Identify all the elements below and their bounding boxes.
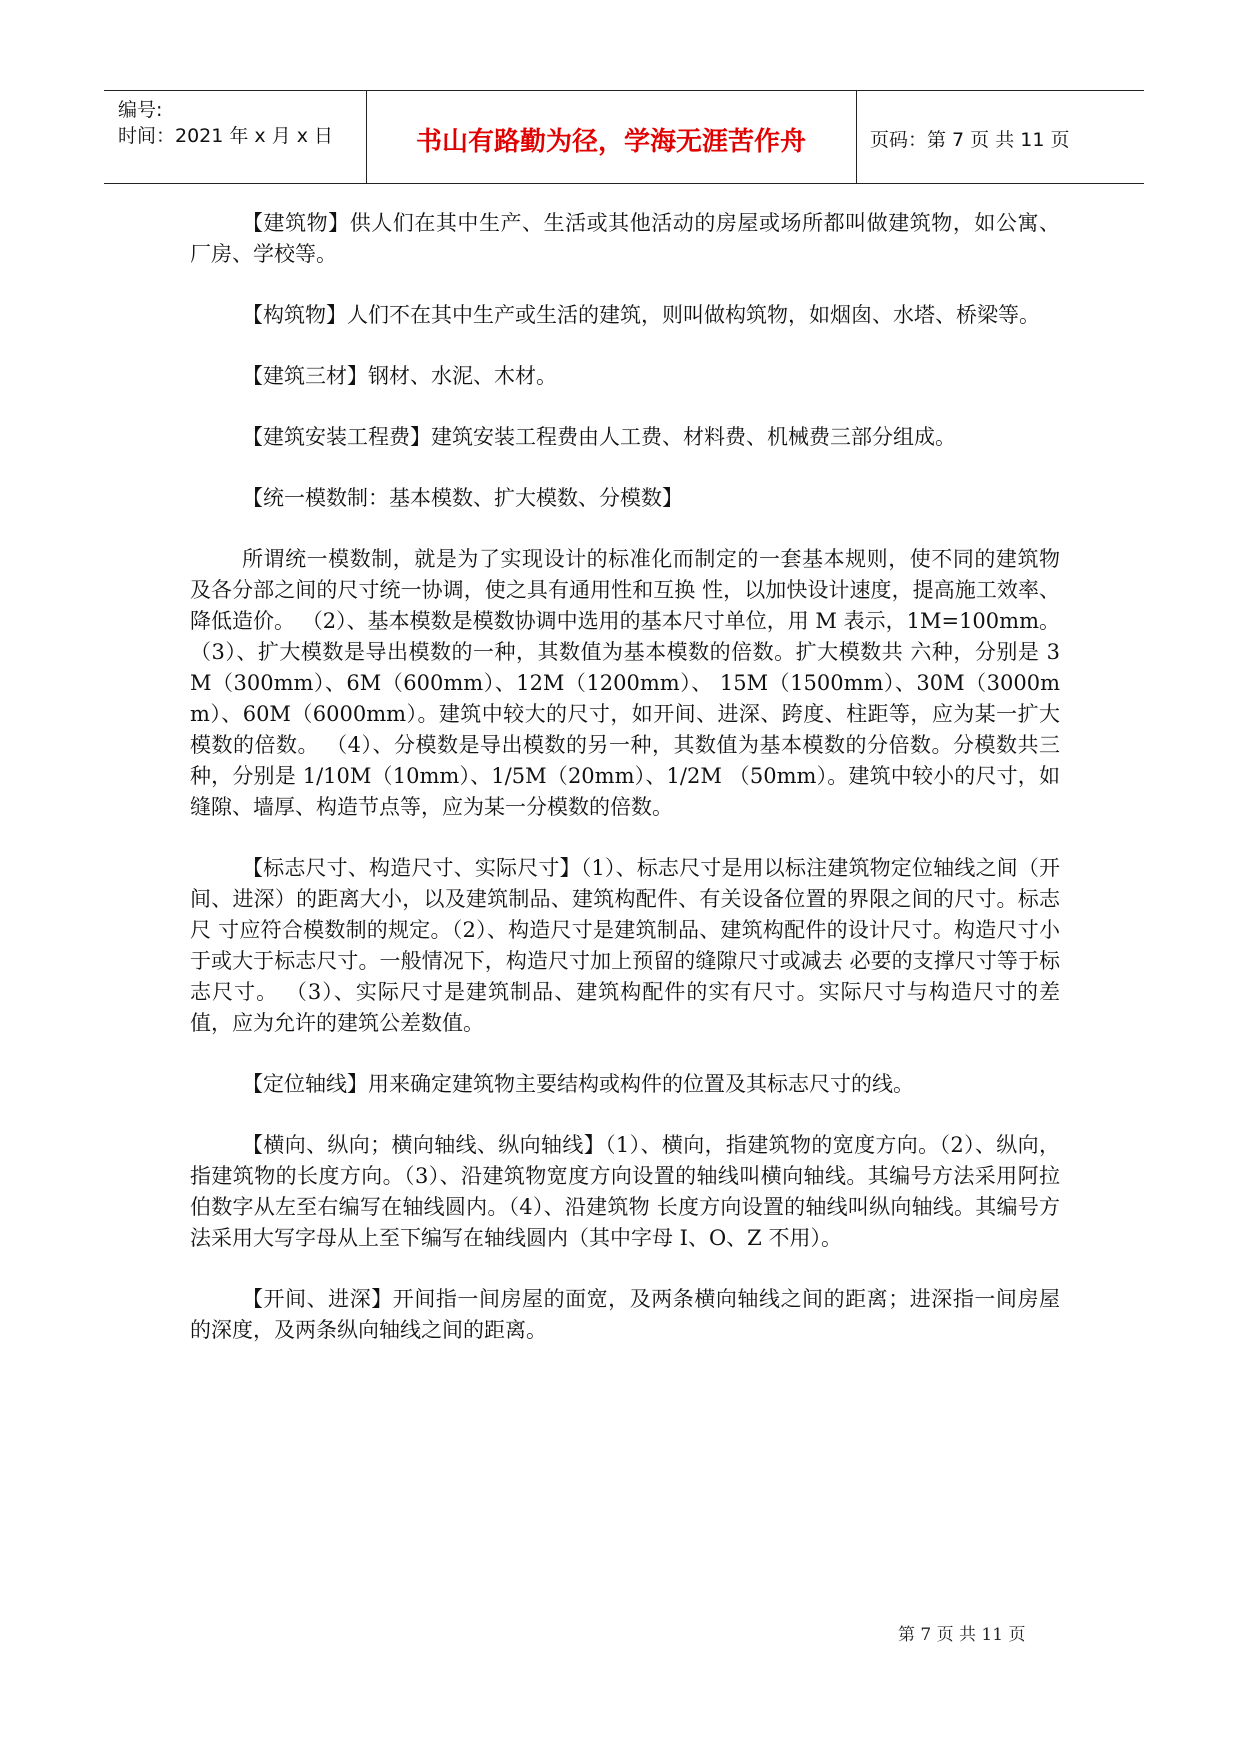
motto-text: 书山有路勤为径，学海无涯苦作舟 — [415, 127, 806, 157]
paragraph-dimensions: 【标志尺寸、构造尺寸、实际尺寸】（1）、标志尺寸是用以标注建筑物定位轴线之间（开间、进深）的距离大小，以及建筑制品、建筑构配件、有关设备位置的界限之间的尺寸。标志尺 寸应符合模数制的规定。（2）、构造尺寸是建筑制品、建筑构配件的设计尺寸。构造尺寸小于或大于标志尺寸。一般情况下，构造尺寸加上预留的缝隙尺寸或减去 必要的支撑尺寸等于标志尺寸。 （3）、实际尺寸是建筑制品、建筑构配件的实有尺寸。实际尺寸与构造尺寸的差值，应为允许的建筑公差数值。 — [190, 856, 1060, 1035]
header-info-cell — [104, 91, 367, 183]
paragraph-axis: 【定位轴线】用来确定建筑物主要结构或构件的位置及其标志尺寸的线。 — [242, 1072, 914, 1096]
paragraph-three-materials: 【建筑三材】钢材、水泥、木材。 — [242, 364, 557, 388]
number-label: 编号: — [118, 99, 163, 121]
page-footer: 第 7 页 共 11 页 — [898, 1625, 1026, 1645]
paragraph-structure: 【构筑物】人们不在其中生产或生活的建筑，则叫做构筑物，如烟囱、水塔、桥梁等。 — [242, 303, 1040, 327]
header-page-cell — [856, 91, 1144, 183]
time-label: 时间：2021 年 x 月 x 日 — [118, 125, 334, 147]
paragraph-modulus-body: 所谓统一模数制，就是为了实现设计的标准化而制定的一套基本规则，使不同的建筑物及各分部之间的尺寸统一协调，使之具有通用性和互换 性，以加快设计速度，提高施工效率、降低造价。 （2）、基本模数是模数协调中选用的基本尺寸单位，用 M 表示，1M=100mm。（3）、扩大模数是导出模数的一种，其数值为基本模数的倍数。扩大模数共 六种，分别是 3M（300mm）、6M（600mm）、12M（1200mm）、 15M（1500mm）、30M（3000mm）、60M（6000mm）。建筑中较大的尺寸，如开间、进深、跨度、柱距等，应为某一扩大模数的倍数。 （4）、分模数是导出模数的另一种，其数值为基本模数的分倍数。分模数共三种，分别是 1/10M（10mm）、1/5M（20mm）、1/2M （50mm）。建筑中较小的尺寸，如缝隙、墙厚、构造节点等，应为某一分模数的倍数。 — [190, 547, 1060, 819]
page-info: 页码：第 7 页 共 11 页 — [870, 129, 1070, 151]
header-motto-cell — [366, 91, 857, 183]
paragraph-directions: 【横向、纵向；横向轴线、纵向轴线】（1）、横向，指建筑物的宽度方向。（2）、纵向，指建筑物的长度方向。（3）、沿建筑物宽度方向设置的轴线叫横向轴线。其编号方法采用阿拉伯数字从左至右编写在轴线圆内。（4）、沿建筑物 长度方向设置的轴线叫纵向轴线。其编号方法采用大写字母从上至下编写在轴线圆内（其中字母 I、O、Z 不用）。 — [190, 1133, 1060, 1250]
paragraph-installation-cost: 【建筑安装工程费】建筑安装工程费由人工费、材料费、机械费三部分组成。 — [242, 425, 956, 449]
document-header — [104, 90, 1144, 184]
document-body — [190, 208, 1060, 1376]
paragraph-modulus-heading: 【统一模数制：基本模数、扩大模数、分模数】 — [242, 486, 683, 510]
paragraph-bay-depth: 【开间、进深】开间指一间房屋的面宽，及两条横向轴线之间的距离；进深指一间房屋的深度，及两条纵向轴线之间的距离。 — [190, 1287, 1060, 1342]
paragraph-building: 【建筑物】供人们在其中生产、生活或其他活动的房屋或场所都叫做建筑物，如公寓、厂房、学校等。 — [190, 211, 1060, 266]
